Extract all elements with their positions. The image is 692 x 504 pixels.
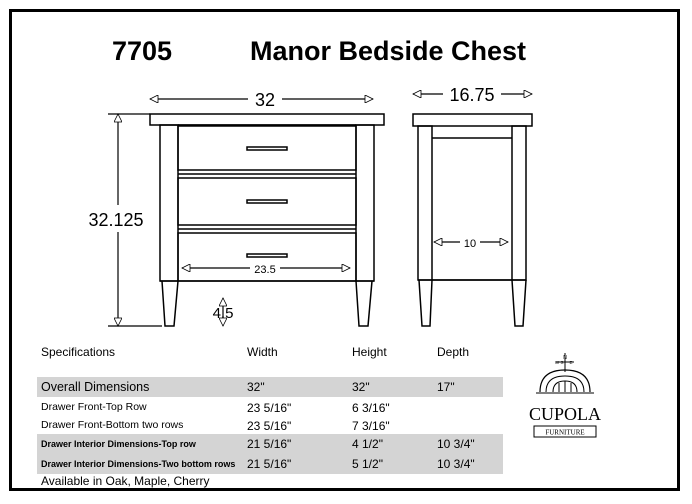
drawer-top (178, 126, 356, 170)
front-view (150, 114, 384, 326)
row-width: 23 5/16" (247, 401, 292, 415)
row-depth: 17" (437, 380, 455, 394)
logo-east: E (569, 360, 573, 365)
side-back-post (512, 126, 526, 280)
row-width: 21 5/16" (247, 437, 292, 451)
row-width: 21 5/16" (247, 457, 292, 471)
spec-header-width: Width (247, 345, 278, 359)
side-panel-label: 10 (463, 238, 477, 250)
table-row (37, 398, 503, 418)
drawer-bottom-handle (247, 254, 287, 257)
model-number: 7705 (112, 36, 173, 66)
row-height: 5 1/2" (352, 457, 383, 471)
front-right-leg (356, 281, 372, 326)
row-height: 6 3/16" (352, 401, 390, 415)
availability-note: Available in Oak, Maple, Cherry (41, 474, 210, 488)
row-height: 32" (352, 380, 370, 394)
logo-brand: CUPOLA (528, 404, 602, 424)
row-width: 23 5/16" (247, 419, 292, 433)
side-back-leg (512, 280, 526, 326)
row-label: Drawer Interior Dimensions-Two bottom rows (41, 459, 236, 469)
row-depth: 10 3/4" (437, 437, 475, 451)
spec-header-depth: Depth (437, 345, 470, 359)
spec-header-label: Specifications (41, 345, 116, 359)
front-left-post (160, 125, 178, 281)
side-top-panel (413, 114, 532, 126)
side-view (413, 114, 532, 326)
spec-header-height: Height (352, 345, 387, 359)
side-depth-label: 16.75 (449, 85, 495, 105)
cupola-logo (526, 352, 604, 446)
front-left-leg (162, 281, 178, 326)
row-height: 4 1/2" (352, 437, 383, 451)
front-height-label: 32.125 (88, 210, 144, 230)
drawer-top-handle (247, 147, 287, 150)
drawer-middle-handle (247, 200, 287, 203)
table-row (37, 416, 503, 436)
row-height: 7 3/16" (352, 419, 390, 433)
row-label: Drawer Front-Bottom two rows (41, 419, 184, 431)
logo-north: N (563, 355, 567, 361)
table-row (37, 434, 503, 454)
front-top-panel (150, 114, 384, 125)
row-width: 32" (247, 380, 265, 394)
side-front-post (418, 126, 432, 280)
logo-west: W (554, 360, 560, 365)
table-row (37, 454, 503, 474)
front-right-post (356, 125, 374, 281)
spec-header-row (37, 342, 503, 362)
logo-south: S (560, 360, 564, 365)
product-name: Manor Bedside Chest (250, 36, 527, 66)
front-width-label: 32 (254, 90, 276, 110)
leg-height-label: 4.5 (212, 305, 234, 322)
logo-sub: FURNITURE (545, 428, 585, 437)
drawer-middle (178, 178, 356, 225)
table-row (37, 377, 503, 397)
side-front-leg (419, 280, 432, 326)
drawer-width-label: 23.5 (254, 264, 276, 276)
row-depth: 10 3/4" (437, 457, 475, 471)
row-label: Overall Dimensions (41, 380, 150, 394)
row-label: Drawer Front-Top Row (41, 401, 147, 413)
row-label: Drawer Interior Dimensions-Top row (41, 439, 196, 449)
